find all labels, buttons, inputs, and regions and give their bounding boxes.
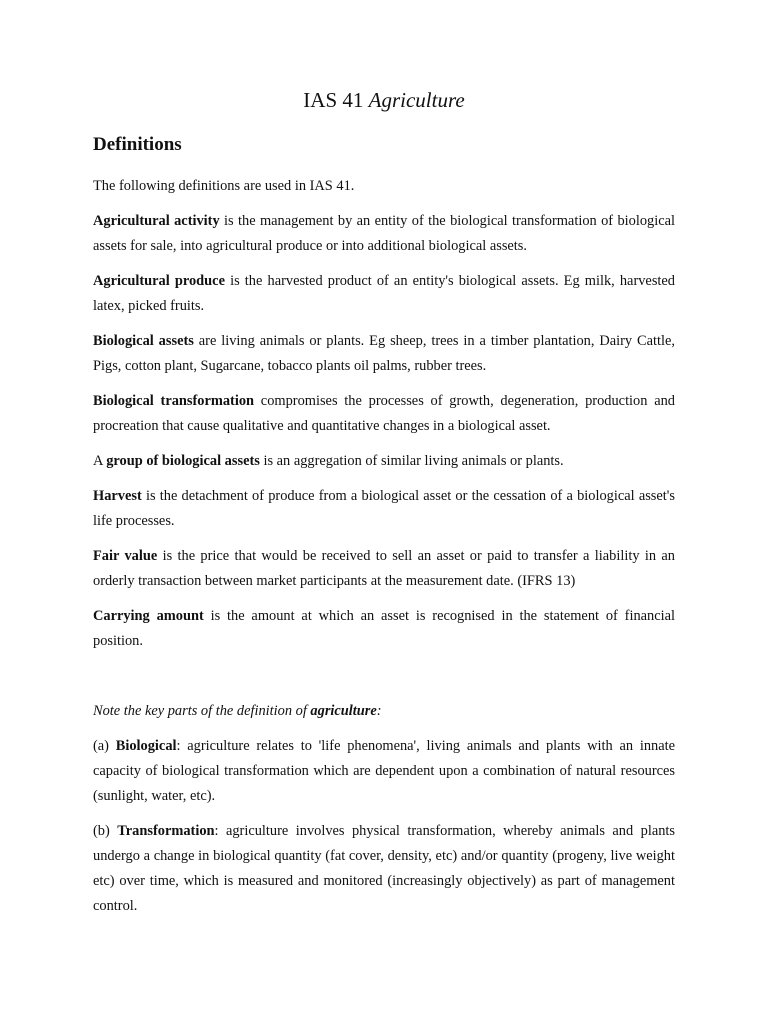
- note-term: agriculture: [310, 703, 377, 719]
- key-part-term: Transformation: [117, 823, 215, 839]
- definition-text: are living animals or plants. Eg sheep, trees in a timber plantation, Dairy Cattle, Pigs, cotton plant, Sugarcane, tobacco plants oil palms, rubber trees.: [93, 333, 675, 374]
- key-part-text: : agriculture involves physical transformation, whereby animals and plants undergo a change in biological quantity (fat cover, density, etc) and/or quantity (progeny, live weight etc) over time, which is measured and monitored (increasingly objectively) as part of management control.: [93, 823, 675, 914]
- key-part-text: : agriculture relates to 'life phenomena', living animals and plants with an innate capacity of biological transformation which are dependent upon a combination of natural resources (sunlight, water, etc).: [93, 738, 675, 804]
- key-part-term: Biological: [115, 738, 177, 754]
- definition-term: Agricultural activity: [93, 213, 220, 229]
- definition-paragraph: [93, 209, 675, 259]
- definition-text: is an aggregation of similar living animals or plants.: [259, 453, 564, 469]
- definition-text: is the harvested product of an entity's biological assets. Eg milk, harvested latex, picked fruits.: [93, 273, 675, 314]
- key-part-paragraph: [93, 734, 675, 809]
- definition-term: Biological transformation: [93, 393, 255, 409]
- definition-text: compromises the processes of growth, degeneration, production and procreation that cause qualitative and quantitative changes in a biological asset.: [93, 393, 675, 434]
- note-trail: :: [376, 703, 382, 719]
- definition-paragraph: [93, 449, 675, 474]
- key-part-prefix: (b): [93, 823, 118, 839]
- key-part-paragraph: [93, 819, 675, 919]
- intro-paragraph: The following definitions are used in IAS 41.: [93, 178, 355, 194]
- definition-prefix: A: [93, 453, 107, 469]
- definition-term: Agricultural produce: [93, 273, 225, 289]
- note-paragraph: [93, 699, 675, 724]
- note-lead: Note the key parts of the definition of: [93, 703, 311, 719]
- definition-paragraph: [93, 544, 675, 594]
- definition-text: is the amount at which an asset is recognised in the statement of financial position.: [93, 608, 676, 649]
- definition-paragraph: [93, 329, 675, 379]
- definition-text: is the management by an entity of the biological transformation of biological assets for sale, into agricultural produce or into additional biological assets.: [93, 213, 675, 254]
- section-heading: Definitions: [93, 134, 182, 155]
- definition-term: Biological assets: [93, 333, 194, 349]
- definition-term: group of biological assets: [106, 453, 260, 469]
- definition-term: Carrying amount: [93, 608, 204, 624]
- title-standard: IAS 41: [303, 88, 369, 112]
- definition-paragraph: [93, 389, 675, 439]
- definition-paragraph: [93, 269, 675, 319]
- definition-paragraph: [93, 604, 675, 654]
- definition-paragraph: [93, 484, 675, 534]
- definition-text: is the detachment of produce from a biological asset or the cessation of a biological asset's life processes.: [93, 488, 675, 529]
- definition-term: Fair value: [93, 548, 158, 564]
- definition-term: Harvest: [93, 488, 142, 504]
- document-title: [93, 86, 675, 114]
- definition-text: is the price that would be received to sell an asset or paid to transfer a liability in an orderly transaction between market participants at the measurement date. (IFRS 13): [93, 548, 675, 589]
- key-part-prefix: (a): [93, 738, 116, 754]
- title-topic: Agriculture: [368, 88, 465, 112]
